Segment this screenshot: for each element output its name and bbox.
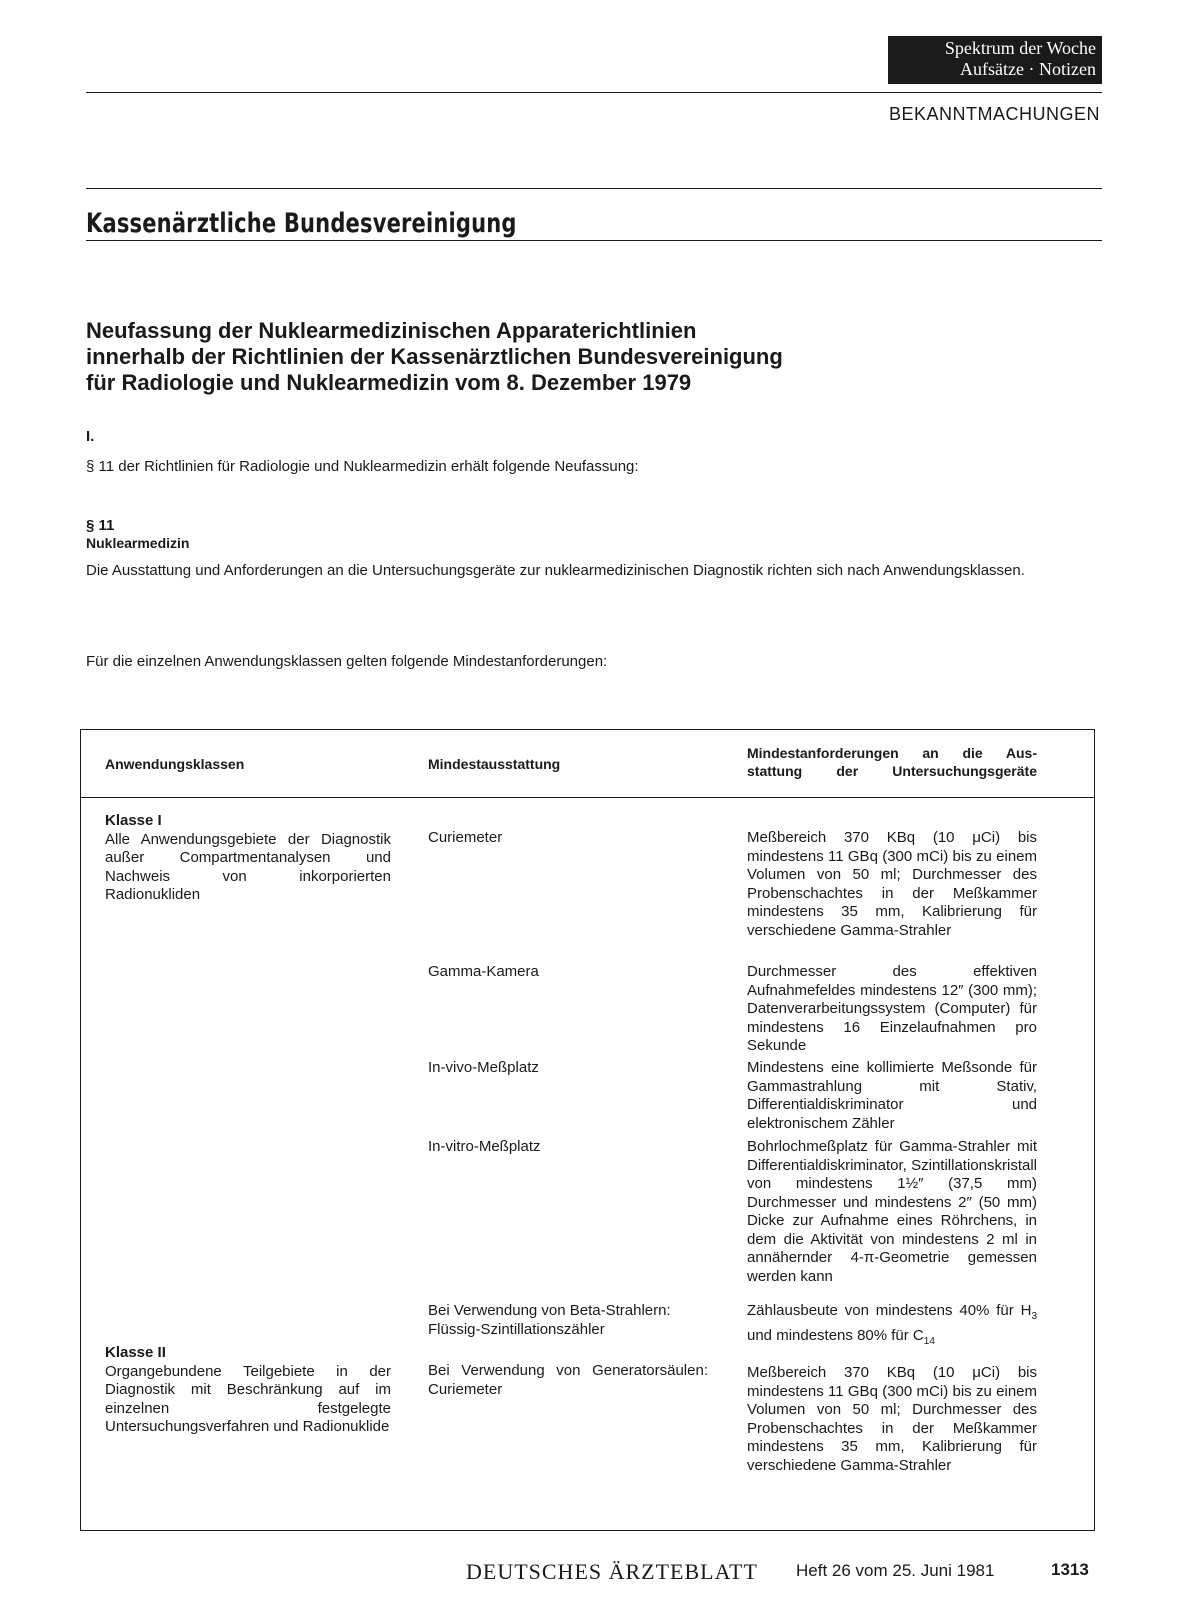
class-1-title: Klasse I (105, 812, 162, 829)
column-header-equipment: Mindestausstattung (428, 756, 561, 772)
issue-info: Heft 26 vom 25. Juni 1981 (796, 1561, 995, 1580)
column-header-classes: Anwendungsklassen (105, 756, 245, 772)
article-title-line-2: innerhalb der Richtlinien der Kassenärztlichen Bundesvereinigung (86, 344, 783, 369)
table-intro: Für die einzelnen Anwendungsklassen gelten folgende Mindestanforderungen: (86, 653, 608, 670)
body-text: Die Ausstattung und Anforderungen an die Untersuchungsgeräte zur nuklearmedizinischen Diagnostik richten sich nach Anwendungsklassen. (86, 562, 1025, 579)
row-1-equipment: Curiemeter (428, 829, 503, 846)
row-4-equipment: In-vitro-Meßplatz (428, 1138, 541, 1155)
section-title: Nuklearmedizin (86, 535, 190, 551)
row-3-equipment: In-vivo-Meßplatz (428, 1059, 539, 1076)
row-5-equipment-line-2: Flüssig-Szintillationszähler (428, 1320, 605, 1338)
class-1-description: Alle Anwendungsgebiete der Diagnostik außer Compartmentanalysen und Nachweis von inkorporierten Radionukliden (105, 830, 391, 903)
badge-line-1: Spektrum der Woche (944, 38, 1096, 58)
class-2-description: Organgebundene Teilgebiete in der Diagnostik mit Beschränkung auf im einzelnen festgelegte Untersuchungsverfahren und Radionuklide (105, 1362, 391, 1435)
column-header-requirements (747, 744, 1037, 780)
row-3-requirements: Mindestens eine kollimierte Meßsonde für Gammastrahlung mit Stativ, Differentialdiskriminator und elektronischem Zähler (747, 1059, 1037, 1132)
row-5-equipment-line-1: Bei Verwendung von Beta-Strahlern: (428, 1302, 671, 1319)
row-5-subscript-2: 14 (923, 1335, 935, 1347)
journal-name: DEUTSCHES ÄRZTEBLATT (466, 1559, 758, 1584)
section-number: § 11 (86, 517, 115, 534)
requirements-table (80, 729, 1095, 1531)
row-6-equipment: Bei Verwendung von Generatorsäulen: Curiemeter (428, 1362, 708, 1398)
header-separator (81, 797, 1094, 798)
section-label: BEKANNTMACHUNGEN (888, 104, 1100, 124)
row-5-requirements-text-1: Zählausbeute von mindestens 40% für H (747, 1302, 1032, 1319)
class-2-title: Klasse II (105, 1344, 166, 1361)
class-1-cell (105, 812, 391, 905)
row-5-requirements (747, 1302, 1037, 1351)
row-2-requirements: Durchmesser des effektiven Aufnahmefeldes mindestens 12″ (300 mm); Datenverarbeitungssystem (Computer) für mindestens 16 Einzelaufnahmen pro Sekunde (747, 963, 1037, 1054)
column-header-requirements-line-1: Mindestanforderungen an die Aus- (747, 745, 1037, 761)
class-2-cell (105, 1344, 391, 1437)
column-header-requirements-line-2: stattung der Untersuchungsgeräte (747, 763, 1037, 779)
row-1-requirements: Meßbereich 370 KBq (10 μCi) bis mindestens 11 GBq (300 mCi) bis zu einem Volumen von 50 ml; Durchmesser des Probenschachtes in der Meßkammer mindestens 35 mm, Kalibrierung für verschiedene Gamma-Strahler (747, 829, 1037, 939)
org-rule-bottom (86, 240, 1102, 241)
section-badge (888, 36, 1102, 84)
page-number: 1313 (1051, 1560, 1089, 1579)
row-5-subscript-1: 3 (1031, 1311, 1037, 1322)
article-title (86, 318, 986, 396)
article-title-line-1: Neufassung der Nuklearmedizinischen Apparaterichtlinien (86, 318, 697, 343)
paragraph-intro: § 11 der Richtlinien für Radiologie und Nuklearmedizin erhält folgende Neufassung: (86, 458, 639, 475)
organization-title: Kassenärztliche Bundesvereinigung (86, 208, 517, 239)
top-rule (86, 92, 1102, 93)
row-5-equipment (428, 1302, 720, 1339)
row-6-requirements: Meßbereich 370 KBq (10 μCi) bis mindestens 11 GBq (300 mCi) bis zu einem Volumen von 50 ml; Durchmesser des Probenschachtes in der Meßkammer mindestens 35 mm, Kalibrierung für verschiedene Gamma-Strahler (747, 1364, 1037, 1474)
part-number: I. (86, 428, 95, 445)
org-rule-top (86, 188, 1102, 189)
row-4-requirements: Bohrlochmeßplatz für Gamma-Strahler mit Differentialdiskriminator, Szintillationskristall von mindestens 1½″ (37,5 mm) Durchmesser und mindestens 2″ (50 mm) Dicke zur Aufnahme eines Röhrchens, in dem die Aktivität von mindestens 2 ml in annähernder 4-π-Geometrie gemessen werden kann (747, 1138, 1037, 1285)
badge-line-2: Aufsätze · Notizen (960, 59, 1096, 79)
row-2-equipment: Gamma-Kamera (428, 963, 539, 980)
article-title-line-3: für Radiologie und Nuklearmedizin vom 8. Dezember 1979 (86, 370, 692, 395)
row-5-requirements-text-2: und mindestens 80% für C (747, 1326, 924, 1344)
